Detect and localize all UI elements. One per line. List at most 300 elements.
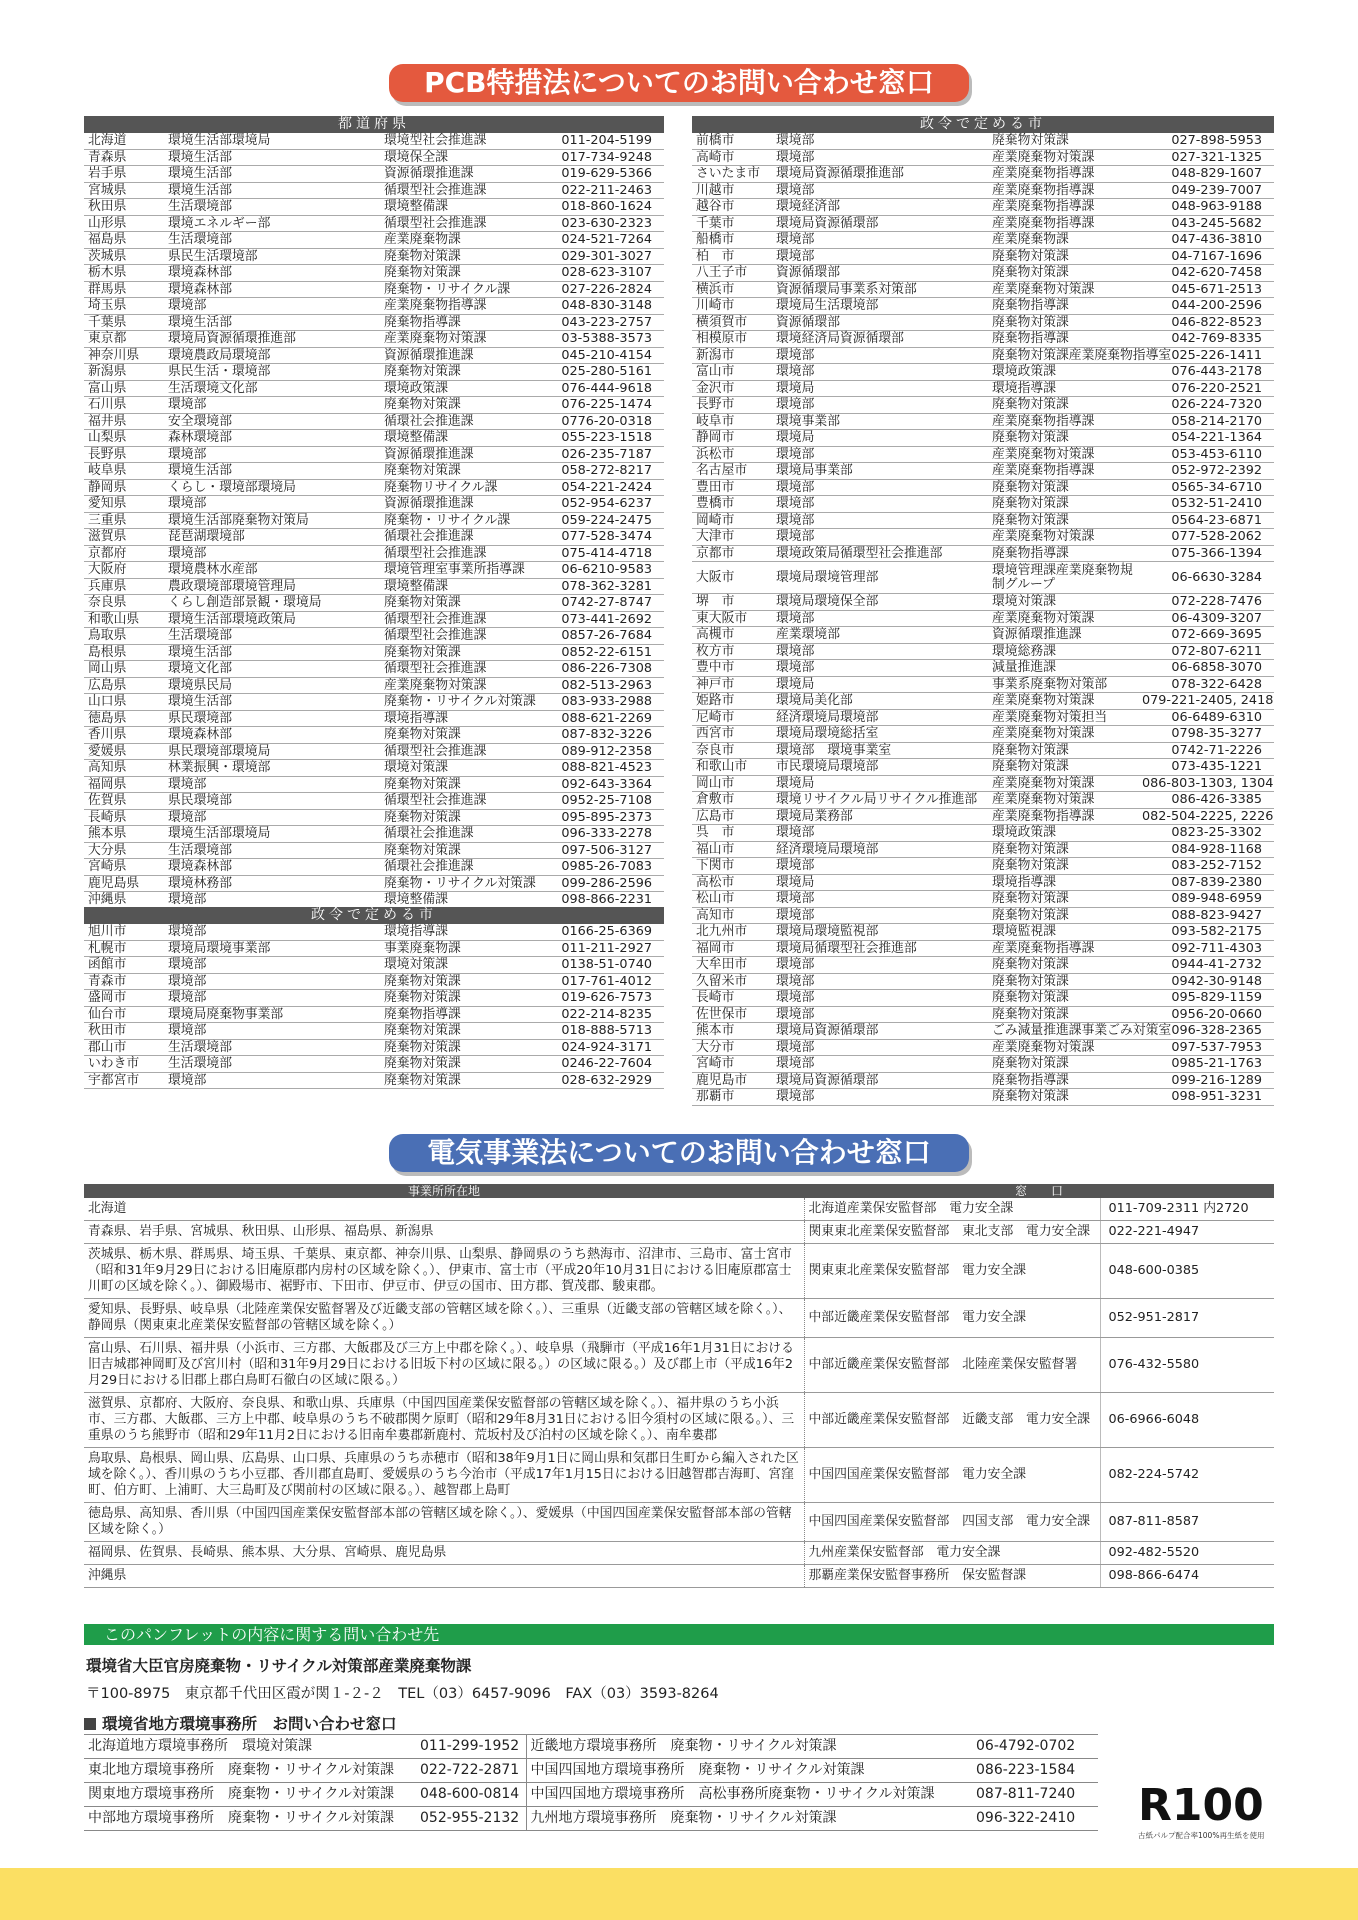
city-row-tel: 076-220-2521 <box>1138 380 1274 397</box>
city-row-department: 環境部 <box>164 990 380 1007</box>
city-row-department: 環境部 <box>772 907 988 924</box>
city-row-department: 環境局業務部 <box>772 808 988 825</box>
prefecture-row <box>84 413 664 430</box>
city-row-name: 宮崎市 <box>692 1056 772 1073</box>
prefecture-row <box>84 710 664 727</box>
city-row-name: 高崎市 <box>692 149 772 166</box>
city-row-name: 那覇市 <box>692 1089 772 1106</box>
regional-office-tel: 011-299-1952 <box>410 1735 526 1759</box>
prefecture-row <box>84 512 664 529</box>
city-row <box>692 562 1274 594</box>
city-row-tel: 0564-23-6871 <box>1138 512 1274 529</box>
city-row-name: 船橋市 <box>692 232 772 249</box>
city-row-department: 環境局資源循環部 <box>772 1023 988 1040</box>
city-row-section: 廃棄物対策課 <box>988 742 1138 759</box>
prefecture-row <box>84 380 664 397</box>
prefecture-row-section: 廃棄物リサイクル課 <box>380 479 555 496</box>
city-row-section: 産業廃棄物対策課 <box>988 693 1138 710</box>
city-row-section: ごみ減量推進課事業ごみ対策室 <box>988 1023 1138 1040</box>
prefecture-row-section: 循環型社会推進課 <box>380 215 555 232</box>
city-row-name: 川崎市 <box>692 298 772 315</box>
prefecture-row-section: 環境整備課 <box>380 892 555 909</box>
city-row-tel: 058-214-2170 <box>1138 413 1274 430</box>
city-row-name: 岐阜市 <box>692 413 772 430</box>
city-row-tel: 082-504-2225, 2226 <box>1138 808 1274 825</box>
city-row <box>692 364 1274 381</box>
regional-office-row <box>84 1783 1098 1807</box>
city-row <box>692 182 1274 199</box>
prefecture-row-section: 循環型社会推進課 <box>380 743 555 760</box>
city-row-section: 産業廃棄物対策課 <box>988 1039 1138 1056</box>
prefecture-row-department: 環境森林部 <box>164 727 380 744</box>
city-row <box>692 759 1274 776</box>
prefecture-row-tel: 026-235-7187 <box>555 446 664 463</box>
city-row-section: 廃棄物対策課 <box>380 1056 555 1073</box>
prefecture-row-name: 群馬県 <box>84 281 164 298</box>
city-row-name: 松山市 <box>692 891 772 908</box>
city-row-name: 浜松市 <box>692 446 772 463</box>
prefecture-row-section: 環境整備課 <box>380 430 555 447</box>
city-row-tel: 043-245-5682 <box>1138 215 1274 232</box>
city-row <box>692 281 1274 298</box>
city-row-department: 環境部 <box>772 1039 988 1056</box>
prefecture-row-tel: 078-362-3281 <box>555 578 664 595</box>
prefecture-row-section: 廃棄物・リサイクル課 <box>380 281 555 298</box>
prefecture-row-tel: 029-301-3027 <box>555 248 664 265</box>
electric-row-office: 中部近畿産業保安監督部 近畿支部 電力安全課 <box>804 1393 1100 1448</box>
city-row-tel: 0985-21-1763 <box>1138 1056 1274 1073</box>
prefecture-row-department: 環境部 <box>164 298 380 315</box>
prefecture-row <box>84 760 664 777</box>
city-row <box>692 529 1274 546</box>
prefecture-row-name: 山形県 <box>84 215 164 232</box>
prefecture-row <box>84 727 664 744</box>
city-row-tel: 072-228-7476 <box>1138 594 1274 611</box>
prefecture-row-department: 環境生活部 <box>164 182 380 199</box>
city-row <box>84 924 664 940</box>
city-row-department: 環境部 <box>164 1072 380 1089</box>
prefecture-row-department: 環境部 <box>164 809 380 826</box>
city-row-tel: 046-822-8523 <box>1138 314 1274 331</box>
city-row <box>692 380 1274 397</box>
regional-office-office: 中国四国地方環境事務所 高松事務所廃棄物・リサイクル対策課 <box>526 1783 966 1807</box>
city-row-section: 廃棄物対策課 <box>988 759 1138 776</box>
city-row-name: 青森市 <box>84 973 164 990</box>
city-row-department: 環境部 <box>772 182 988 199</box>
prefecture-row-department: 環境森林部 <box>164 265 380 282</box>
prefecture-row-section: 廃棄物対策課 <box>380 776 555 793</box>
city-row-name: 相模原市 <box>692 331 772 348</box>
city-row-section: 資源循環推進課 <box>988 627 1138 644</box>
electric-row <box>84 1198 1274 1221</box>
prefecture-row-department: 環境県民局 <box>164 677 380 694</box>
city-row <box>692 841 1274 858</box>
prefecture-row-department: 環境局資源循環推進部 <box>164 331 380 348</box>
city-row-tel: 072-807-6211 <box>1138 643 1274 660</box>
city-row-department: 環境局環境監視部 <box>772 924 988 941</box>
prefecture-row-department: 環境生活部 <box>164 314 380 331</box>
city-row <box>692 1056 1274 1073</box>
prefecture-row-tel: 088-821-4523 <box>555 760 664 777</box>
prefecture-row-section: 環境管理室事業所指導課 <box>380 562 555 579</box>
prefecture-row-name: 千葉県 <box>84 314 164 331</box>
city-row-tel: 0532-51-2410 <box>1138 496 1274 513</box>
city-row-name: 横須賀市 <box>692 314 772 331</box>
city-row-name: 富山市 <box>692 364 772 381</box>
regional-office-office: 中国四国地方環境事務所 廃棄物・リサイクル対策課 <box>526 1759 966 1783</box>
regional-offices-heading <box>84 1712 397 1734</box>
prefecture-row-department: 環境農政局環境部 <box>164 347 380 364</box>
prefecture-row-tel: 0776-20-0318 <box>555 413 664 430</box>
city-row-name: 静岡市 <box>692 430 772 447</box>
prefecture-row-name: 岡山県 <box>84 661 164 678</box>
city-row-name: 新潟市 <box>692 347 772 364</box>
electric-row-office: 中国四国産業保安監督部 四国支部 電力安全課 <box>804 1503 1100 1542</box>
electric-row-tel: 098-866-6474 <box>1100 1565 1274 1588</box>
prefecture-row <box>84 578 664 595</box>
electric-row-area: 北海道 <box>84 1198 804 1221</box>
city-row <box>84 1023 664 1040</box>
city-row-department: 環境局環境事業部 <box>164 940 380 957</box>
prefecture-row-tel: 058-272-8217 <box>555 463 664 480</box>
city-row-tel: 0956-20-0660 <box>1138 1006 1274 1023</box>
prefecture-row-section: 廃棄物対策課 <box>380 727 555 744</box>
prefecture-row-section: 廃棄物・リサイクル課 <box>380 512 555 529</box>
electric-row-area: 福岡県、佐賀県、長崎県、熊本県、大分県、宮崎県、鹿児島県 <box>84 1542 804 1565</box>
prefecture-row-name: 広島県 <box>84 677 164 694</box>
city-row-section: 産業廃棄物対策課 <box>988 446 1138 463</box>
electric-row <box>84 1338 1274 1393</box>
prefecture-row-name: 愛知県 <box>84 496 164 513</box>
city-row-department: 環境部 <box>164 924 380 940</box>
city-row-tel: 0166-25-6369 <box>555 924 664 940</box>
prefecture-row-name: 秋田県 <box>84 199 164 216</box>
electric-row-office: 関東東北産業保安監督部 東北支部 電力安全課 <box>804 1221 1100 1244</box>
prefecture-row <box>84 809 664 826</box>
prefectures-table <box>84 116 664 909</box>
city-row-name: 函館市 <box>84 957 164 974</box>
city-row-name: 高松市 <box>692 874 772 891</box>
prefecture-row-department: 環境生活部 <box>164 694 380 711</box>
electric-row-tel: 087-811-8587 <box>1100 1503 1274 1542</box>
city-row <box>692 792 1274 809</box>
prefecture-row-tel: 022-211-2463 <box>555 182 664 199</box>
prefecture-row-department: 環境部 <box>164 397 380 414</box>
prefecture-row-section: 循環社会推進課 <box>380 529 555 546</box>
city-row-name: 横浜市 <box>692 281 772 298</box>
city-row-tel: 079-221-2405, 2418 <box>1138 693 1274 710</box>
city-row-section: 廃棄物指導課 <box>988 331 1138 348</box>
prefecture-row-tel: 089-912-2358 <box>555 743 664 760</box>
prefecture-row <box>84 397 664 414</box>
prefecture-row <box>84 496 664 513</box>
city-row-name: 倉敷市 <box>692 792 772 809</box>
city-row-name: 東大阪市 <box>692 610 772 627</box>
city-row-section: 環境指導課 <box>988 380 1138 397</box>
city-row <box>692 248 1274 265</box>
city-row-section: 廃棄物対策課 <box>988 1056 1138 1073</box>
city-row-name: 柏 市 <box>692 248 772 265</box>
city-row-department: 環境部 <box>772 529 988 546</box>
city-row-department: 環境部 <box>772 149 988 166</box>
electric-row-office: 中部近畿産業保安監督部 北陸産業保安監督署 <box>804 1338 1100 1393</box>
city-row-tel: 073-435-1221 <box>1138 759 1274 776</box>
prefecture-row-tel: 06-6210-9583 <box>555 562 664 579</box>
city-row-section: 産業廃棄物対策課 <box>988 726 1138 743</box>
city-row-section: 環境対策課 <box>380 957 555 974</box>
city-row-section: 廃棄物対策課 <box>380 990 555 1007</box>
prefecture-row-department: 生活環境部 <box>164 842 380 859</box>
electric-row <box>84 1221 1274 1244</box>
prefecture-row-name: 東京都 <box>84 331 164 348</box>
city-row-tel: 087-839-2380 <box>1138 874 1274 891</box>
city-row-name: 旭川市 <box>84 924 164 940</box>
city-row-department: 経済環境局環境部 <box>772 709 988 726</box>
prefecture-row-section: 廃棄物対策課 <box>380 265 555 282</box>
city-row-name: 鹿児島市 <box>692 1072 772 1089</box>
prefecture-row-department: 林業振興・環境部 <box>164 760 380 777</box>
prefecture-row-department: 生活環境部 <box>164 232 380 249</box>
prefecture-row-section: 産業廃棄物指導課 <box>380 298 555 315</box>
prefecture-row <box>84 232 664 249</box>
prefecture-row-name: 宮城県 <box>84 182 164 199</box>
city-row-section: 環境政策課 <box>988 825 1138 842</box>
city-row-tel: 024-924-3171 <box>555 1039 664 1056</box>
city-row-department: 経済環境局環境部 <box>772 841 988 858</box>
city-row-department: 環境局環境管理部 <box>772 562 988 594</box>
city-row-section: 産業廃棄物課 <box>988 232 1138 249</box>
prefecture-row-department: 生活環境部 <box>164 628 380 645</box>
regional-office-office: 九州地方環境事務所 廃棄物・リサイクル対策課 <box>526 1807 966 1831</box>
city-row-section: 産業廃棄物指導課 <box>988 940 1138 957</box>
prefecture-row-tel: 018-860-1624 <box>555 199 664 216</box>
electric-row-office: 北海道産業保安監督部 電力安全課 <box>804 1198 1100 1221</box>
electric-row-area: 鳥取県、島根県、岡山県、広島県、山口県、兵庫県のうち赤穂市（昭和38年9月1日に岡山県和気郡日生町から編入された区域を除く。）、香川県のうち小豆郡、香川郡直島町、愛媛県のうち今治市（平成17年1月15日における旧越智郡吉海町、宮窪町、伯方町、上浦町、大三島町及び関前村の区域に限る。）、越智郡上島町 <box>84 1448 804 1503</box>
city-row-section: 廃棄物対策課 <box>988 397 1138 414</box>
electric-row-tel: 06-6966-6048 <box>1100 1393 1274 1448</box>
prefecture-row-section: 廃棄物対策課 <box>380 397 555 414</box>
prefecture-row-department: 環境農林水産部 <box>164 562 380 579</box>
city-row-name: 長崎市 <box>692 990 772 1007</box>
prefecture-row <box>84 347 664 364</box>
prefecture-row-name: 岩手県 <box>84 166 164 183</box>
electric-row-tel: 011-709-2311 内2720 <box>1100 1198 1274 1221</box>
prefecture-row <box>84 199 664 216</box>
city-row-tel: 042-769-8335 <box>1138 331 1274 348</box>
city-row-name: 久留米市 <box>692 973 772 990</box>
prefecture-row-name: 宮崎県 <box>84 859 164 876</box>
prefecture-row-section: 循環型社会推進課 <box>380 182 555 199</box>
city-row-tel: 027-898-5953 <box>1138 133 1274 149</box>
prefecture-row-tel: 023-630-2323 <box>555 215 664 232</box>
city-row-name: 大阪市 <box>692 562 772 594</box>
city-row-section: 廃棄物対策課 <box>988 990 1138 1007</box>
prefecture-row-tel: 095-895-2373 <box>555 809 664 826</box>
city-row-department: 環境部 <box>772 1006 988 1023</box>
city-row <box>692 347 1274 364</box>
city-row-section: 廃棄物対策課産業廃棄物指導室 <box>988 347 1138 364</box>
prefecture-row-section: 循環型社会推進課 <box>380 628 555 645</box>
electric-row <box>84 1542 1274 1565</box>
prefecture-row <box>84 463 664 480</box>
prefecture-row-tel: 0742-27-8747 <box>555 595 664 612</box>
city-row-tel: 027-321-1325 <box>1138 149 1274 166</box>
city-row-tel: 011-211-2927 <box>555 940 664 957</box>
prefecture-row-section: 廃棄物対策課 <box>380 595 555 612</box>
regional-office-office: 中部地方環境事務所 廃棄物・リサイクル対策課 <box>84 1807 410 1831</box>
city-row-name: 札幌市 <box>84 940 164 957</box>
prefecture-row-name: 新潟県 <box>84 364 164 381</box>
city-row-name: 熊本市 <box>692 1023 772 1040</box>
prefecture-row-tel: 024-521-7264 <box>555 232 664 249</box>
electric-section-title: 電気事業法についてのお問い合わせ窓口 <box>389 1134 969 1172</box>
prefecture-row <box>84 298 664 315</box>
city-row <box>692 232 1274 249</box>
city-row-department: 環境局 <box>772 676 988 693</box>
city-row <box>692 643 1274 660</box>
prefecture-row-section: 廃棄物対策課 <box>380 809 555 826</box>
prefecture-row-tel: 073-441-2692 <box>555 611 664 628</box>
electric-row-tel: 048-600-0385 <box>1100 1244 1274 1299</box>
city-row-tel: 092-711-4303 <box>1138 940 1274 957</box>
city-row <box>692 874 1274 891</box>
pcb-section-title: PCB特措法についてのお問い合わせ窓口 <box>389 64 969 102</box>
prefecture-row-section: 環境整備課 <box>380 578 555 595</box>
city-row-tel: 078-322-6428 <box>1138 676 1274 693</box>
city-row <box>692 808 1274 825</box>
prefecture-row <box>84 793 664 810</box>
city-row-section: 産業廃棄物指導課 <box>988 166 1138 183</box>
prefecture-row-name: 三重県 <box>84 512 164 529</box>
city-row-tel: 096-328-2365 <box>1138 1023 1274 1040</box>
city-row <box>692 990 1274 1007</box>
cities-left-header: 政令で定める市 <box>84 907 664 924</box>
prefecture-row-tel: 083-933-2988 <box>555 694 664 711</box>
regional-office-tel: 052-955-2132 <box>410 1807 526 1831</box>
city-row-department: 環境局環境総括室 <box>772 726 988 743</box>
city-row-department: 環境部 <box>772 232 988 249</box>
city-row-name: 大牟田市 <box>692 957 772 974</box>
r100-mark: R100 <box>1138 1780 1264 1831</box>
city-row-tel: 0823-25-3302 <box>1138 825 1274 842</box>
prefecture-row <box>84 677 664 694</box>
city-row-tel: 047-436-3810 <box>1138 232 1274 249</box>
city-row-name: 神戸市 <box>692 676 772 693</box>
r100-recycle-logo <box>1138 1780 1274 1841</box>
city-row-department: 環境局美化部 <box>772 693 988 710</box>
city-row-department: 環境事業部 <box>772 413 988 430</box>
r100-caption: 古紙パルプ配合率100%再生紙を使用 <box>1138 1831 1265 1840</box>
city-row <box>84 1006 664 1023</box>
prefectures-header: 都道府県 <box>84 116 664 133</box>
city-row-department: 生活環境部 <box>164 1056 380 1073</box>
city-row-department: 産業環境部 <box>772 627 988 644</box>
city-row <box>692 331 1274 348</box>
city-row <box>692 397 1274 414</box>
prefecture-row-name: 香川県 <box>84 727 164 744</box>
prefecture-row-section: 廃棄物指導課 <box>380 314 555 331</box>
prefecture-row-tel: 03-5388-3573 <box>555 331 664 348</box>
prefecture-row <box>84 562 664 579</box>
city-row-department: 環境局事業部 <box>772 463 988 480</box>
prefecture-row-section: 資源循環推進課 <box>380 446 555 463</box>
prefecture-row <box>84 479 664 496</box>
prefecture-row <box>84 265 664 282</box>
prefecture-row-department: 森林環境部 <box>164 430 380 447</box>
prefecture-row-section: 循環社会推進課 <box>380 826 555 843</box>
prefecture-row-section: 産業廃棄物対策課 <box>380 677 555 694</box>
city-row-tel: 072-669-3695 <box>1138 627 1274 644</box>
city-row-tel: 018-888-5713 <box>555 1023 664 1040</box>
prefecture-row-department: 県民生活環境部 <box>164 248 380 265</box>
city-row-tel: 019-626-7573 <box>555 990 664 1007</box>
electric-row <box>84 1299 1274 1338</box>
city-row-department: 環境部 <box>772 133 988 149</box>
prefecture-row-name: 佐賀県 <box>84 793 164 810</box>
city-row-section: 廃棄物対策課 <box>988 1006 1138 1023</box>
city-row-tel: 06-6630-3284 <box>1138 562 1274 594</box>
prefecture-row-department: 生活環境部 <box>164 199 380 216</box>
prefecture-row-section: 環境型社会推進課 <box>380 133 555 149</box>
prefecture-row-department: 環境部 <box>164 776 380 793</box>
city-row <box>692 957 1274 974</box>
city-row-name: 佐世保市 <box>692 1006 772 1023</box>
city-row-department: 環境部 <box>772 397 988 414</box>
prefecture-row-section: 資源循環推進課 <box>380 496 555 513</box>
city-row-name: 前橋市 <box>692 133 772 149</box>
city-row-section: 廃棄物指導課 <box>988 545 1138 562</box>
city-row <box>692 660 1274 677</box>
city-row-name: 川越市 <box>692 182 772 199</box>
prefecture-row-name: 青森県 <box>84 149 164 166</box>
city-row-section: 環境総務課 <box>988 643 1138 660</box>
city-row-tel: 076-443-2178 <box>1138 364 1274 381</box>
cities-left-table <box>84 907 664 1089</box>
prefecture-row-section: 環境保全課 <box>380 149 555 166</box>
prefecture-row-name: 鹿児島県 <box>84 875 164 892</box>
prefecture-row-name: 滋賀県 <box>84 529 164 546</box>
city-row-name: 高槻市 <box>692 627 772 644</box>
regional-offices-table <box>84 1734 1098 1831</box>
city-row-tel: 053-453-6110 <box>1138 446 1274 463</box>
city-row <box>692 199 1274 216</box>
city-row-name: 盛岡市 <box>84 990 164 1007</box>
regional-office-tel: 06-4792-0702 <box>966 1735 1098 1759</box>
city-row-department: 市民環境局環境部 <box>772 759 988 776</box>
prefecture-row-section: 廃棄物対策課 <box>380 644 555 661</box>
prefecture-row-department: くらし創造部景観・環境局 <box>164 595 380 612</box>
city-row-section: 廃棄物対策課 <box>988 1089 1138 1106</box>
prefecture-row-name: 茨城県 <box>84 248 164 265</box>
prefecture-row-section: 環境対策課 <box>380 760 555 777</box>
prefecture-row-name: 京都府 <box>84 545 164 562</box>
prefecture-row-tel: 052-954-6237 <box>555 496 664 513</box>
city-row-section: 環境監視課 <box>988 924 1138 941</box>
city-row-name: 福山市 <box>692 841 772 858</box>
city-row-department: 環境部 <box>772 858 988 875</box>
city-row-department: 環境局生活環境部 <box>772 298 988 315</box>
prefecture-row-department: 県民環境部 <box>164 793 380 810</box>
city-row-tel: 098-951-3231 <box>1138 1089 1274 1106</box>
city-row-department: 環境部 <box>164 973 380 990</box>
prefecture-row-section: 循環型社会推進課 <box>380 793 555 810</box>
city-row-name: 宇都宮市 <box>84 1072 164 1089</box>
city-row <box>84 973 664 990</box>
city-row-department: 環境部 <box>772 446 988 463</box>
city-row-name: 金沢市 <box>692 380 772 397</box>
city-row-tel: 025-226-1411 <box>1138 347 1274 364</box>
city-row-name: 北九州市 <box>692 924 772 941</box>
